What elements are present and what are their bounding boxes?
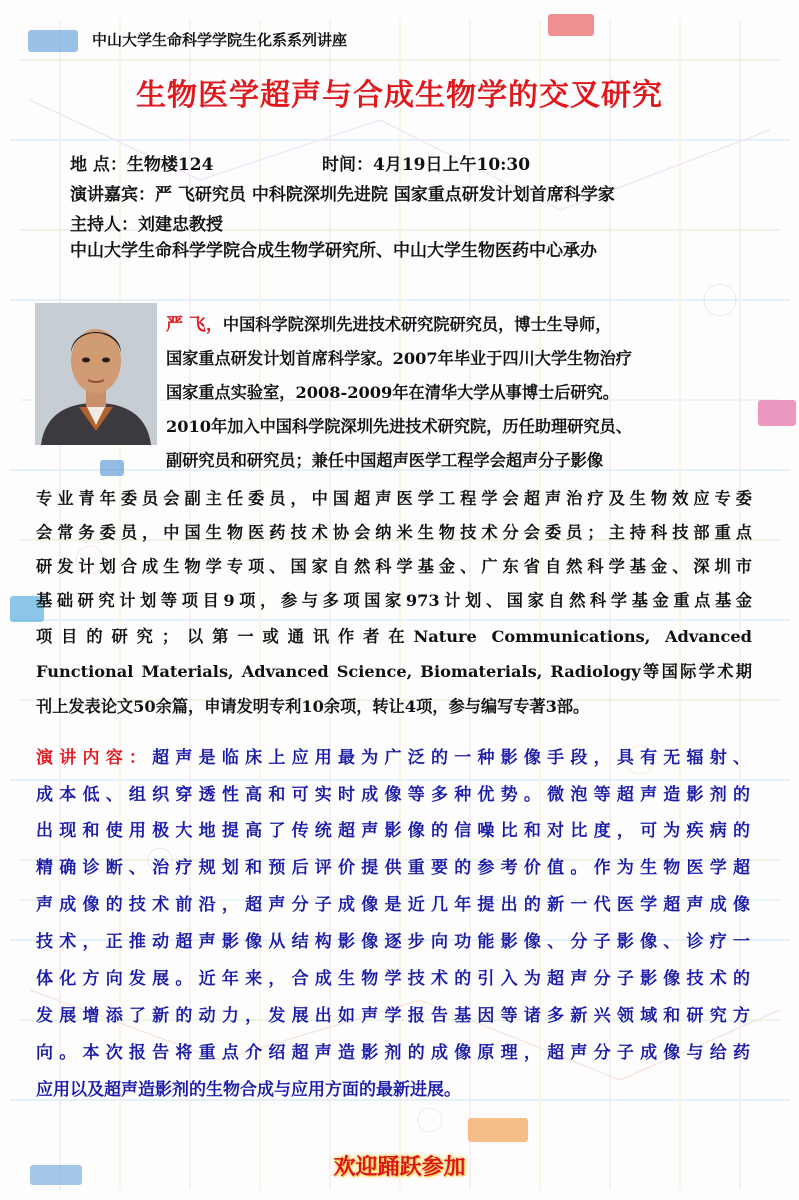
talk-line: 声成像的技术前沿，超声分子成像是近几年提出的新一代医学超声成像 bbox=[36, 895, 750, 915]
bio-line: Functional Materials, Advanced Science, Biomaterials, Radiology等国际学术期 bbox=[36, 662, 752, 681]
bio-line bbox=[166, 310, 611, 335]
bio-line: 专业青年委员会副主任委员，中国超声医学工程学会超声治疗及生物效应专委 bbox=[36, 489, 752, 508]
talk-line: 体化方向发展。近年来，合成生物学技术的引入为超声分子影像技术的 bbox=[36, 969, 750, 989]
talk-line: 发展增添了新的动力，发展出如声学报告基因等诸多新兴领域和研究方 bbox=[36, 1006, 750, 1026]
map-tag bbox=[548, 14, 594, 36]
bio-line: 研发计划合成生物学专项、国家自然科学基金、广东省自然科学基金、深圳市 bbox=[36, 557, 752, 576]
talk-line: 技术，正推动超声影像从结构影像逐步向功能影像、分子影像、诊疗一 bbox=[36, 932, 750, 952]
talk-line: 出现和使用极大地提高了传统超声影像的信噪比和对比度，可为疾病的 bbox=[36, 821, 750, 841]
map-tag bbox=[100, 460, 124, 476]
page-title: 生物医学超声与合成生物学的交叉研究 bbox=[136, 78, 663, 113]
bio-line: 基础研究计划等项目9项，参与多项国家973计划、国家自然科学基金重点基金 bbox=[36, 591, 752, 610]
welcome-banner: 欢迎踊跃参加 bbox=[333, 1155, 466, 1180]
venue-info: 地 点：生物楼124 bbox=[70, 155, 214, 175]
talk-line bbox=[36, 743, 750, 768]
talk-line: 精确诊断、治疗规划和预后评价提供重要的参考价值。作为生物医学超 bbox=[36, 858, 750, 878]
talk-line: 成本低、组织穿透性高和可实时成像等多种优势。微泡等超声造影剂的 bbox=[36, 785, 750, 805]
speaker-photo bbox=[35, 303, 157, 445]
talk-line: 应用以及超声造影剂的生物合成与应用方面的最新进展。 bbox=[36, 1080, 461, 1100]
time-info: 时间：4月19日上午10:30 bbox=[322, 155, 531, 175]
bio-line: 国家重点研发计划首席科学家。2007年毕业于四川大学生物治疗 bbox=[166, 349, 632, 368]
bio-line: 2010年加入中国科学院深圳先进技术研究院，历任助理研究员、 bbox=[166, 417, 632, 436]
speaker-name: 严 飞， bbox=[166, 315, 223, 335]
map-tag bbox=[28, 30, 78, 52]
lecture-series-label: 中山大学生命科学学院生化系系列讲座 bbox=[92, 31, 348, 49]
bio-text: 中国科学院深圳先进技术研究院研究员，博士生导师， bbox=[222, 315, 612, 334]
map-tag bbox=[758, 400, 796, 426]
bio-line: 项目的研究；以第一或通讯作者在Nature Communications, Advanced bbox=[36, 627, 752, 646]
speaker-info: 演讲嘉宾：严 飞研究员 中科院深圳先进院 国家重点研发计划首席科学家 bbox=[70, 185, 615, 205]
bio-line: 刊上发表论文50余篇，申请发明专利10余项，转让4项，参与编写专著3部。 bbox=[36, 697, 590, 716]
host-info: 主持人：刘建忠教授 bbox=[70, 215, 223, 235]
talk-line: 向。本次报告将重点介绍超声造影剂的成像原理，超声分子成像与给药 bbox=[36, 1043, 750, 1063]
map-tag bbox=[468, 1118, 528, 1142]
bio-line: 副研究员和研究员；兼任中国超声医学工程学会超声分子影像 bbox=[166, 451, 604, 470]
talk-label: 演讲内容： bbox=[36, 748, 153, 768]
talk-text: 超声是临床上应用最为广泛的一种影像手段，具有无辐射、 bbox=[152, 748, 751, 768]
organizer-info: 中山大学生命科学学院合成生物学研究所、中山大学生物医药中心承办 bbox=[70, 241, 597, 261]
bio-line: 会常务委员，中国生物医药技术协会纳米生物技术分会委员；主持科技部重点 bbox=[36, 523, 752, 542]
bio-line: 国家重点实验室，2008-2009年在清华大学从事博士后研究。 bbox=[166, 383, 619, 402]
